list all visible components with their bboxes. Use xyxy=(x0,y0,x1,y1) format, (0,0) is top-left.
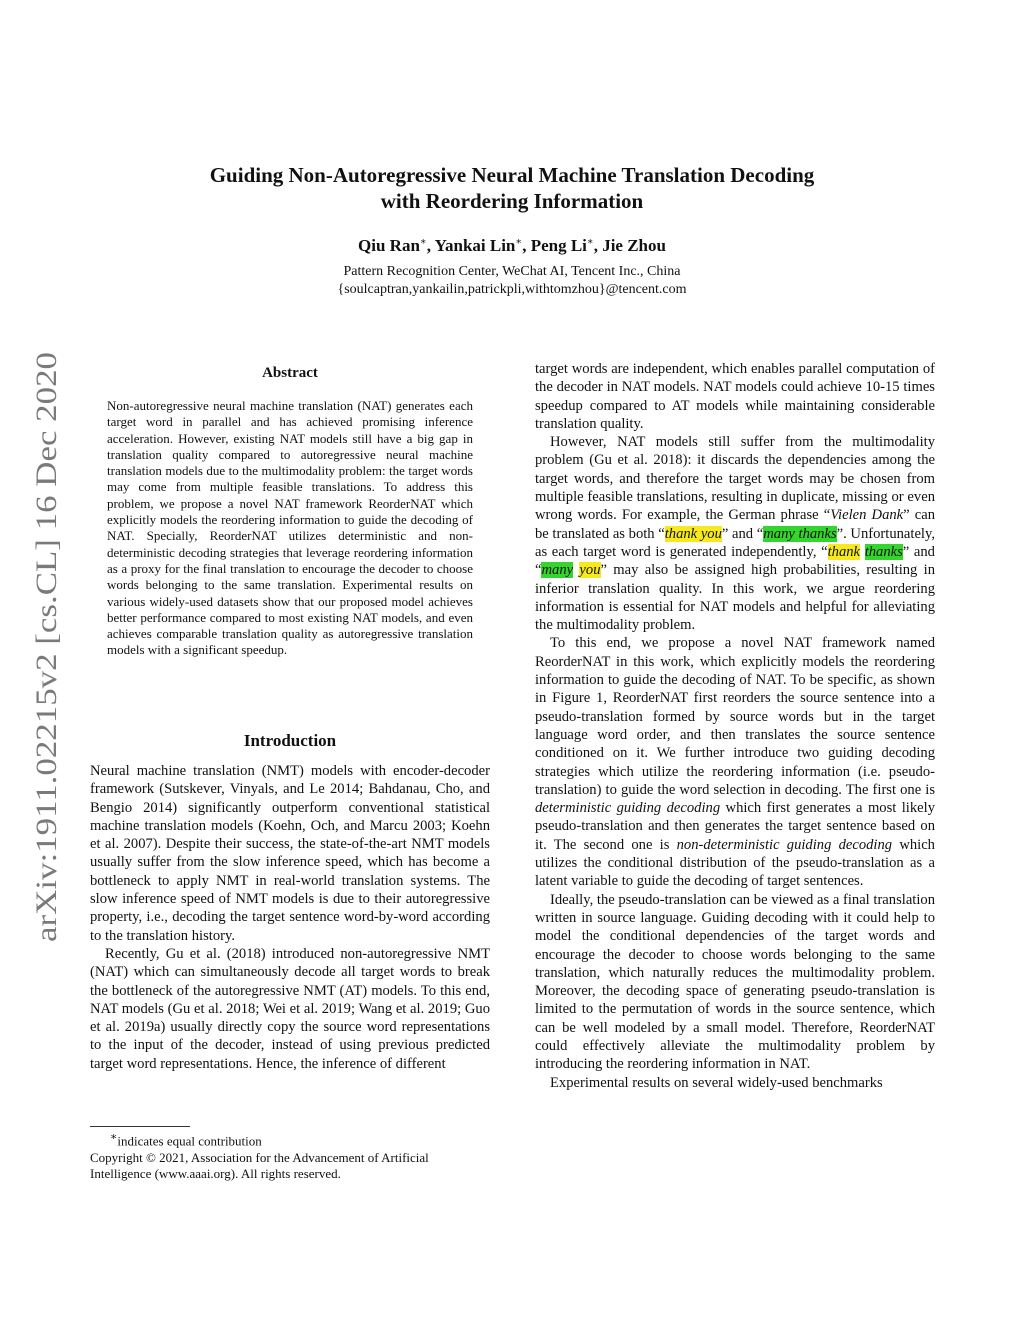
footnote-text: indicates equal contribution xyxy=(117,1133,262,1149)
author-separator: , xyxy=(426,236,435,255)
right-column xyxy=(535,360,935,1092)
non-deterministic-term: non-deterministic guiding decoding xyxy=(676,836,893,853)
copyright-notice: Copyright © 2021, Association for the Advancement of Artificial Intelligence (www.aaai.org). All rights reserved. xyxy=(90,1149,429,1182)
equal-contribution-mark: ∗ xyxy=(586,236,594,248)
abstract-heading: Abstract xyxy=(262,365,318,381)
german-phrase: Vielen Dank xyxy=(830,507,904,524)
author-separator: , xyxy=(522,236,531,255)
text-span: To this end, we propose a novel NAT framework named ReorderNAT in this work, which explicitly models the reordering information to guide the decoding of NAT. To be specific, as shown in Figure 1, ReorderNAT first reorders the source sentence into a pseudo-translation formed by source words but in the target language word order, and then translates the source sentence conditioned on it. We further introduce two guiding decoding strategies which utilize the reordering information (i.e. pseudo-translation) to guide the word selection in decoding. The first one is xyxy=(535,635,935,798)
text-span: which utilizes the conditional distribution of the pseudo-translation as a latent variable to guide the decoding of target sentences. xyxy=(535,836,935,890)
author-name: Qiu Ran xyxy=(358,236,420,255)
highlight-many: many xyxy=(541,562,574,579)
text-span: ” and “ xyxy=(721,525,764,542)
text-span: ” and “ xyxy=(535,543,935,579)
intro-paragraph-1: Neural machine translation (NMT) models with encoder-decoder framework (Sutskever, Vinyals, and Le 2014; Bahdanau, Cho, and Bengio 2014) significantly outperform conventional statistical machine translation models (Koehn, Och, and Marcu 2003; Koehn et al. 2007). Despite their success, the state-of-the-art NMT models usually suffer from the slow inference speed, which has become a bottleneck to apply NMT in real-world translation systems. The slow inference speed of NMT models is due to their autoregressive property, i.e., decoding the target sentence word-by-word according to the translation history. xyxy=(90,763,490,944)
footnote-line xyxy=(90,1129,490,1150)
highlight-thank: thank xyxy=(827,543,861,560)
title-line-2: with Reordering Information xyxy=(380,189,644,213)
text-span: However, NAT models still suffer from the multimodality problem (Gu et al. 2018): it discards the dependencies among the target words, and therefore the target words may be chosen from multiple feasible translations, resulting in duplicate, missing or even wrong words. For example, the German phrase “ xyxy=(535,434,935,524)
author-name: Yankai Lin xyxy=(434,236,516,255)
right-paragraph-3 xyxy=(535,634,935,890)
abstract-text: Non-autoregressive neural machine translation (NAT) generates each target word in parallel and has achieved promising inference acceleration. However, existing NAT models still have a big gap in translation quality compared to autoregressive neural machine translation models due to the multimodality problem: the target words may come from multiple feasible translations. To address this problem, we propose a novel NAT framework ReorderNAT which explicitly models the reordering information to guide the decoding of NAT. Specially, ReorderNAT utilizes deterministic and non-deterministic decoding strategies that leverage reordering information as a proxy for the final translation to encourage the decoder to choose words belonging to the same translation. Experimental results on various widely-used datasets show that our proposed model achieves better performance compared to most existing NAT models, and even achieves comparable translation quality as autoregressive translation models with a significant speedup. xyxy=(107,398,473,658)
equal-contribution-mark: ∗ xyxy=(515,236,523,248)
author-separator: , xyxy=(593,236,603,255)
introduction-left-column xyxy=(90,762,490,1073)
highlight-many-thanks: many thanks xyxy=(763,525,837,542)
right-paragraph-4: Ideally, the pseudo-translation can be viewed as a final translation written in source language. Guiding decoding with it could help to model the conditional dependencies of the target words and encourage the decoder to choose words belonging to the same translation, which naturally reduces the multimodality problem. Moreover, the decoding space of generating pseudo-translation is limited to the permutation of words in the source sentence, which can be well modeled by a small model. Therefore, ReorderNAT could effectively alleviate the multimodality problem by introducing the reordering information in NAT. xyxy=(535,891,935,1073)
arxiv-stamp xyxy=(8,350,78,945)
affiliation-block xyxy=(100,263,924,299)
equal-contribution-mark: ∗ xyxy=(419,236,427,248)
arxiv-stamp-text: arXiv:1911.02215v2 [cs.CL] 16 Dec 2020 xyxy=(30,434,63,942)
author-emails: {soulcaptran,yankailin,patrickpli,withtomzhou}@tencent.com xyxy=(337,282,687,297)
intro-paragraph-2: Recently, Gu et al. (2018) introduced non-autoregressive NMT (NAT) which can simultaneously decode all target words to break the bottleneck of the autoregressive NMT (AT) models. To this end, NAT models (Gu et al. 2018; Wei et al. 2019; Wang et al. 2019; Guo et al. 2019a) usually directly copy the source word representations to the input of the decoder, instead of using previous predicted target word representations. Hence, the inference of different xyxy=(90,945,490,1072)
author-list xyxy=(100,236,924,256)
highlight-thank-you: thank you xyxy=(664,525,722,542)
text-span: ” may also be assigned high probabilities, resulting in inferior translation quality. In this work, we argue reordering information is essential for NAT models and helpful for alleviating the multimodality problem. xyxy=(535,562,935,634)
author-name: Peng Li xyxy=(530,236,587,255)
footnote-mark: ∗ xyxy=(110,1131,118,1143)
right-paragraph-1: target words are independent, which enables parallel computation of the decoder in NAT models. NAT models could achieve 10-15 times speedup compared to AT models while maintaining considerable translation quality. xyxy=(535,361,935,432)
author-name: Jie Zhou xyxy=(602,236,666,255)
text-span: ” can be translated as both “ xyxy=(535,507,936,542)
text-span: ”. Unfortunately, as each target word is generated independently, “ xyxy=(535,525,935,560)
affiliation: Pattern Recognition Center, WeChat AI, Tencent Inc., China xyxy=(343,264,681,279)
highlight-you: you xyxy=(579,562,601,579)
title-line-1: Guiding Non-Autoregressive Neural Machine Translation Decoding xyxy=(209,163,815,187)
footnote-block xyxy=(90,1129,490,1183)
text-span: which first generates a most likely pseudo-translation and then generates the target sentence based on it. The second one is xyxy=(535,800,935,853)
highlight-thanks: thanks xyxy=(864,543,903,560)
footnote-rule xyxy=(90,1126,190,1127)
right-paragraph-2 xyxy=(535,433,935,634)
deterministic-term: deterministic guiding decoding xyxy=(535,800,721,817)
introduction-heading: Introduction xyxy=(243,731,337,750)
paper-title xyxy=(100,162,924,214)
right-paragraph-5: Experimental results on several widely-used benchmarks xyxy=(550,1074,883,1091)
